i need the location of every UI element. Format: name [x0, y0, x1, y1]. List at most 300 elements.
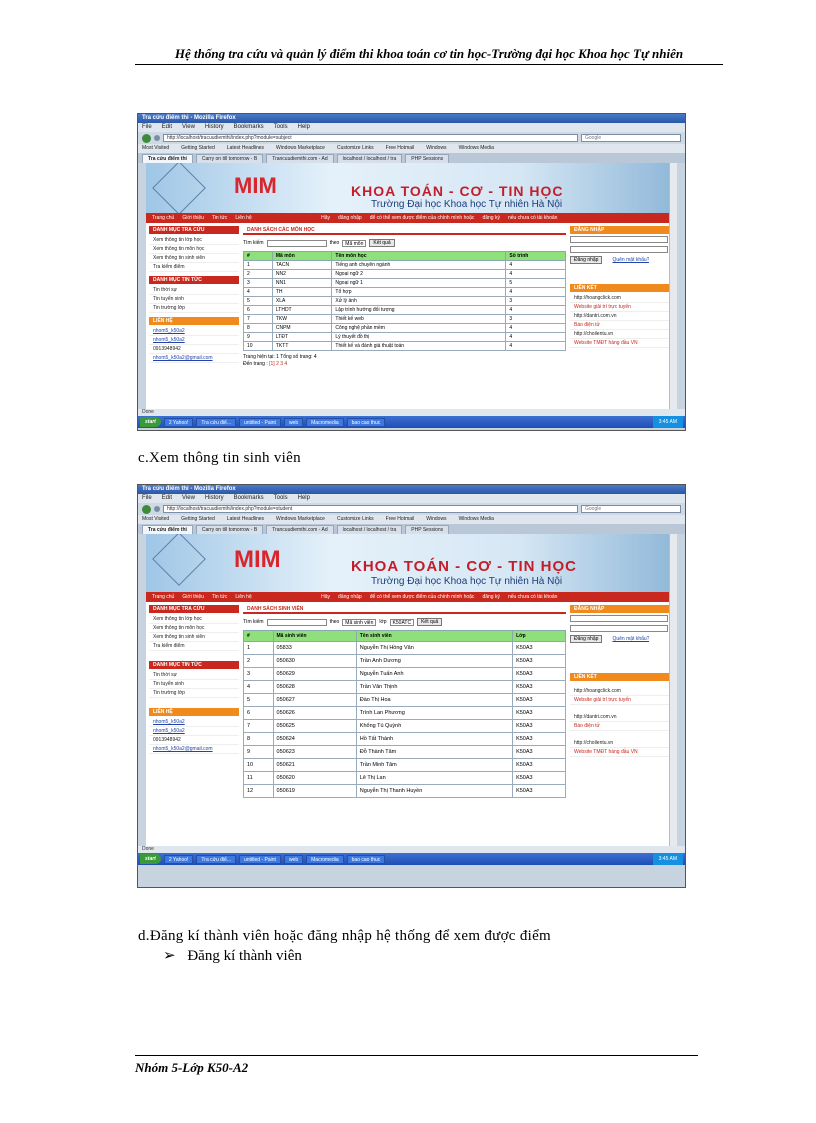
table-cell: K50A3	[513, 694, 566, 707]
link-desc: Báo điện tử	[570, 722, 674, 731]
table-row	[244, 306, 566, 315]
table-cell: 1	[244, 261, 273, 270]
menu-history[interactable]: History	[204, 495, 224, 501]
menu-view[interactable]: View	[182, 495, 195, 501]
box-heading: LIÊN KẾT	[570, 673, 674, 681]
link-url[interactable]: http://hoangclick.com	[570, 687, 674, 696]
by-label: theo	[329, 240, 340, 246]
tab-strip	[138, 524, 685, 534]
table-cell: 8	[244, 733, 274, 746]
search-label: Tìm kiếm	[243, 619, 264, 625]
sidebar-link[interactable]: Tra kiểm điểm	[149, 263, 239, 272]
screenshot-subject-list	[137, 113, 686, 431]
tab-active[interactable]: Tra cứu điểm thi	[142, 525, 193, 534]
site-logo: MIM	[234, 173, 277, 198]
table-row	[244, 279, 566, 288]
contact-link[interactable]: nhom5_k50a2	[149, 336, 239, 345]
nav-toolbar	[138, 503, 685, 515]
table-row	[244, 655, 566, 668]
table-cell: NN2	[272, 270, 332, 279]
nav-login-link[interactable]: đăng nhập	[338, 215, 362, 221]
table-row	[244, 324, 566, 333]
nav-news[interactable]: Tin tức	[211, 215, 228, 221]
bookmark-item[interactable]: Getting Started	[181, 145, 215, 151]
table-cell: 050627	[273, 694, 356, 707]
search-input[interactable]: Google	[581, 134, 681, 142]
table-cell: LTĐT	[272, 333, 332, 342]
password-input[interactable]	[570, 625, 668, 632]
nav-contact[interactable]: Liên hệ	[235, 215, 252, 221]
table-cell: 2	[244, 270, 273, 279]
menu-bar	[138, 494, 685, 503]
taskbar-item[interactable]: bao cao thuc	[347, 855, 386, 864]
table-cell: NN1	[272, 279, 332, 288]
contact-phone: 0913948942	[149, 345, 239, 354]
bullet-item	[163, 946, 302, 965]
column-header: #	[244, 631, 274, 642]
menu-file[interactable]: File	[142, 495, 152, 501]
window-title: Tra cứu điểm thi - Mozilla Firefox	[138, 485, 685, 494]
section-heading: DANH SÁCH CÁC MÔN HỌC	[243, 226, 566, 235]
box-heading: DANH MỤC TIN TỨC	[149, 276, 239, 284]
bookmark-item[interactable]: Getting Started	[181, 516, 215, 522]
tab[interactable]: Carry on till tomorrow - B	[196, 525, 263, 534]
table-cell: 050628	[273, 681, 356, 694]
table-row	[244, 785, 566, 798]
site-nav	[146, 213, 677, 223]
box-heading: LIÊN KẾT	[570, 284, 674, 292]
forward-icon[interactable]	[154, 506, 160, 512]
web-content	[146, 163, 677, 409]
table-cell: 2	[244, 655, 274, 668]
table-row	[244, 261, 566, 270]
table-cell: 5	[506, 279, 566, 288]
taskbar-item[interactable]: web	[284, 418, 303, 427]
sidebar-link[interactable]: Xem thông tin môn học	[149, 245, 239, 254]
table-cell[interactable]: Ngoại ngữ 2	[332, 270, 506, 279]
address-bar[interactable]: http://localhost/tracuudiemthi/index.php?module=subject	[163, 134, 578, 142]
table-cell[interactable]: Đỗ Thành Tâm	[356, 746, 512, 759]
nav-register-link[interactable]: đăng ký	[482, 594, 500, 600]
bookmark-item[interactable]: Latest Headlines	[226, 145, 265, 151]
sidebar-link[interactable]: Xem thông tin lớp học	[149, 615, 239, 624]
login-button[interactable]: Đăng nhập	[570, 635, 602, 643]
menu-edit[interactable]: Edit	[161, 124, 173, 130]
table-cell: 050619	[273, 785, 356, 798]
scrollbar[interactable]	[669, 534, 677, 846]
box-heading: DANH MỤC TRA CỨU	[149, 605, 239, 613]
pager-info: Trang hiện tại: 1 Tổng số trang: 4	[243, 354, 317, 360]
link-desc: Website TMĐT hàng đầu VN	[570, 748, 674, 757]
taskbar-item[interactable]: Macromedia	[306, 855, 344, 864]
box-heading: ĐĂNG NHẬP	[570, 226, 674, 234]
table-cell: XLA	[272, 297, 332, 306]
contact-email[interactable]: nhom5_k50a2@gmail.com	[149, 354, 239, 363]
table-cell: 050629	[273, 668, 356, 681]
tab[interactable]: PHP Sessions	[405, 525, 449, 534]
table-cell[interactable]: Tiếng anh chuyên ngành	[332, 261, 506, 270]
search-input[interactable]: Google	[581, 505, 681, 513]
table-row	[244, 707, 566, 720]
sidebar-link[interactable]: Xem thông tin sinh viên	[149, 254, 239, 263]
nav-home[interactable]: Trang chủ	[152, 215, 175, 221]
table-cell: K50A3	[513, 785, 566, 798]
menu-help[interactable]: Help	[297, 124, 310, 130]
table-cell[interactable]: Lý thuyết đồ thị	[332, 333, 506, 342]
table-cell: 7	[244, 315, 273, 324]
table-cell[interactable]: Lê Thị Lan	[356, 772, 512, 785]
site-banner	[146, 163, 677, 213]
nav-home[interactable]: Trang chủ	[152, 594, 175, 600]
table-row	[244, 694, 566, 707]
table-cell: K50A3	[513, 772, 566, 785]
username-input[interactable]	[570, 236, 668, 243]
menu-bookmarks[interactable]: Bookmarks	[233, 124, 264, 130]
link-desc: Báo điện tử	[570, 321, 674, 330]
table-cell: 4	[506, 324, 566, 333]
table-cell[interactable]: Khổng Tú Quỳnh	[356, 720, 512, 733]
taskbar-clock: 3:45 AM	[653, 416, 683, 428]
table-cell: 7	[244, 720, 274, 733]
table-cell: 9	[244, 746, 274, 759]
nav-notice: nếu chưa có tài khoản	[507, 594, 558, 600]
table-cell[interactable]: Nguyễn Thị Thanh Huyền	[356, 785, 512, 798]
table-cell[interactable]: Công nghệ phần mềm	[332, 324, 506, 333]
table-cell: 050621	[273, 759, 356, 772]
bullet-text: Đăng kí thành viên	[187, 948, 302, 964]
table-cell: 050624	[273, 733, 356, 746]
table-cell: 11	[244, 772, 274, 785]
table-cell: K50A3	[513, 746, 566, 759]
table-cell: 5	[244, 297, 273, 306]
nav-contact[interactable]: Liên hệ	[235, 594, 252, 600]
nav-about[interactable]: Giới thiệu	[182, 215, 204, 221]
menu-tools[interactable]: Tools	[273, 495, 288, 501]
column-header: #	[244, 252, 273, 261]
search-input[interactable]	[267, 619, 327, 626]
table-cell: K50A3	[513, 655, 566, 668]
filter-select[interactable]: Mã môn	[342, 240, 366, 247]
contact-link[interactable]: nhom5_k50a2	[149, 727, 239, 736]
status-bar: Done	[138, 846, 685, 853]
table-cell: 050620	[273, 772, 356, 785]
taskbar-item[interactable]: Macromedia	[306, 418, 344, 427]
table-row	[244, 642, 566, 655]
logo-diamond-icon	[152, 163, 206, 213]
table-row	[244, 733, 566, 746]
column-header: Số trình	[506, 252, 566, 261]
site-logo: MIM	[234, 546, 281, 573]
main-panel	[243, 605, 566, 798]
table-row	[244, 681, 566, 694]
table-cell[interactable]: Thiết kế web	[332, 315, 506, 324]
menu-edit[interactable]: Edit	[161, 495, 173, 501]
menu-file[interactable]: File	[142, 124, 152, 130]
nav-register-link[interactable]: đăng ký	[482, 215, 500, 221]
table-row	[244, 333, 566, 342]
bookmarks-bar	[138, 144, 685, 153]
table-cell[interactable]: Trình Lan Phương	[356, 707, 512, 720]
bookmark-item[interactable]: Windows Media	[458, 145, 494, 151]
sidebar-link[interactable]: Tra kiểm điểm	[149, 642, 239, 651]
sidebar-link[interactable]: Tin trường lớp	[149, 689, 239, 698]
tab[interactable]: Trancuudiemthi.com - Ad	[266, 525, 333, 534]
table-cell[interactable]: Lập trình hướng đối tượng	[332, 306, 506, 315]
address-bar[interactable]: http://localhost/tracuudiemthi/index.php?module=student	[163, 505, 578, 513]
nav-about[interactable]: Giới thiệu	[182, 594, 204, 600]
table-cell[interactable]: Nguyễn Tuấn Anh	[356, 668, 512, 681]
nav-notice: Hãy	[321, 215, 331, 221]
table-cell: 3	[506, 315, 566, 324]
table-cell: 3	[244, 668, 274, 681]
table-cell: LTHDT	[272, 306, 332, 315]
table-cell: 4	[506, 306, 566, 315]
tab-strip	[138, 153, 685, 163]
link-url[interactable]: http://dantri.com.vn	[570, 713, 674, 722]
link-url[interactable]: http://choilentu.vn	[570, 739, 674, 748]
bookmarks-bar	[138, 515, 685, 524]
nav-notice: để có thể xem được điểm của chính mình hoặc	[369, 215, 475, 221]
table-cell: 4	[506, 261, 566, 270]
table-cell[interactable]: Tổ hợp	[332, 288, 506, 297]
table-cell[interactable]: Xử lý ảnh	[332, 297, 506, 306]
search-row	[243, 618, 566, 626]
class-select[interactable]: K50ATC	[390, 619, 415, 626]
forgot-password-link[interactable]: Quên mật khẩu?	[612, 257, 650, 263]
table-cell: 4	[244, 681, 274, 694]
left-sidebar	[149, 605, 239, 798]
bullet-arrow-icon: ➢	[163, 948, 176, 964]
table-cell: K50A3	[513, 733, 566, 746]
table-cell[interactable]: Trần Anh Dương	[356, 655, 512, 668]
logo-diamond-icon	[152, 534, 206, 586]
password-input[interactable]	[570, 246, 668, 253]
table-row	[244, 342, 566, 351]
box-heading: DANH MỤC TIN TỨC	[149, 661, 239, 669]
nav-notice: để có thể xem được điểm của chính mình hoặc	[369, 594, 475, 600]
link-url[interactable]: http://choilentu.vn	[570, 330, 674, 339]
tab[interactable]: localhost / localhost / tra	[337, 525, 403, 534]
table-cell: 8	[244, 324, 273, 333]
taskbar-item[interactable]: 2 Yahoo!	[164, 418, 194, 427]
box-heading: DANH MỤC TRA CỨU	[149, 226, 239, 234]
table-cell[interactable]: Trần Minh Tâm	[356, 759, 512, 772]
taskbar-clock: 3:45 AM	[653, 853, 683, 865]
table-cell[interactable]: Thiết kế và đánh giá thuật toán	[332, 342, 506, 351]
sidebar-link[interactable]: Tin thời sự	[149, 286, 239, 295]
column-header: Tên môn học	[332, 252, 506, 261]
table-cell: 050630	[273, 655, 356, 668]
site-banner	[146, 534, 677, 592]
bookmark-item[interactable]: Windows Marketplace	[276, 516, 325, 522]
subject-table	[243, 251, 566, 351]
site-subtitle: Trường Đại học Khoa học Tự nhiên Hà Nội	[371, 199, 563, 210]
login-button[interactable]: Đăng nhập	[570, 256, 602, 264]
menu-history[interactable]: History	[204, 124, 224, 130]
forward-icon[interactable]	[154, 135, 160, 141]
table-cell: 050626	[273, 707, 356, 720]
student-table	[243, 630, 566, 798]
scrollbar[interactable]	[669, 163, 677, 409]
table-cell[interactable]: Hồ Tất Thành	[356, 733, 512, 746]
bookmark-item[interactable]: Most Visited	[142, 516, 170, 522]
taskbar-item[interactable]: web	[284, 855, 303, 864]
nav-notice: Hãy	[321, 594, 331, 600]
taskbar-item[interactable]: untitled - Paint	[239, 855, 281, 864]
table-cell: 12	[244, 785, 274, 798]
site-title: KHOA TOÁN - CƠ - TIN HỌC	[351, 183, 564, 199]
search-button[interactable]: Kết quả	[417, 618, 442, 626]
table-cell: 10	[244, 342, 273, 351]
bookmark-item[interactable]: Windows Media	[458, 516, 494, 522]
class-label: lớp	[379, 619, 387, 625]
table-cell: 4	[506, 342, 566, 351]
username-input[interactable]	[570, 615, 668, 622]
table-row	[244, 746, 566, 759]
table-row	[244, 720, 566, 733]
back-icon[interactable]	[142, 505, 151, 514]
contact-email[interactable]: nhom5_k50a2@gmail.com	[149, 745, 239, 754]
taskbar	[138, 416, 685, 428]
table-cell: 6	[244, 707, 274, 720]
bookmark-item[interactable]: Most Visited	[142, 145, 170, 151]
caption-c: c.Xem thông tin sinh viên	[138, 450, 301, 466]
bookmark-item[interactable]: Windows	[426, 516, 447, 522]
sidebar-link[interactable]: Tin tuyển sinh	[149, 295, 239, 304]
start-button[interactable]: start	[140, 417, 161, 427]
taskbar-item[interactable]: Tra cứu điể...	[196, 855, 236, 864]
tab-active[interactable]: Tra cứu điểm thi	[142, 154, 193, 163]
pager-pages[interactable]: [1] 2 3 4	[269, 361, 288, 367]
table-row	[244, 759, 566, 772]
bookmark-item[interactable]: Windows	[426, 145, 447, 151]
nav-login-link[interactable]: đăng nhập	[338, 594, 362, 600]
taskbar-item[interactable]: 2 Yahoo!	[164, 855, 194, 864]
taskbar-item[interactable]: untitled - Paint	[239, 418, 281, 427]
tab[interactable]: localhost / localhost / tra	[337, 154, 403, 163]
table-cell[interactable]: Đào Thị Hoa	[356, 694, 512, 707]
site-title: KHOA TOÁN - CƠ - TIN HỌC	[351, 558, 577, 575]
search-button[interactable]: Kết quả	[369, 239, 394, 247]
table-cell: 4	[506, 270, 566, 279]
tab[interactable]: PHP Sessions	[405, 154, 449, 163]
table-cell: 4	[506, 333, 566, 342]
table-row	[244, 772, 566, 785]
table-cell: 9	[244, 333, 273, 342]
start-button[interactable]: start	[140, 854, 161, 864]
table-cell: 6	[244, 306, 273, 315]
bookmark-item[interactable]: Free Hotmail	[385, 145, 415, 151]
nav-notice: nếu chưa có tài khoản	[507, 215, 558, 221]
site-subtitle: Trường Đại học Khoa học Tự nhiên Hà Nội	[371, 576, 563, 587]
page-footer: Nhóm 5-Lớp K50-A2	[135, 1055, 698, 1076]
box-heading: ĐĂNG NHẬP	[570, 605, 674, 613]
back-icon[interactable]	[142, 134, 151, 143]
forgot-password-link[interactable]: Quên mật khẩu?	[612, 636, 650, 642]
site-nav	[146, 592, 677, 602]
sidebar-link[interactable]: Xem thông tin môn học	[149, 624, 239, 633]
contact-link[interactable]: nhom5_k50a2	[149, 718, 239, 727]
link-desc: Website giải trí trực tuyến	[570, 303, 674, 312]
column-header: Mã sinh viên	[273, 631, 356, 642]
menu-tools[interactable]: Tools	[273, 124, 288, 130]
bookmark-item[interactable]: Customize Links	[336, 516, 374, 522]
sidebar-link[interactable]: Xem thông tin lớp học	[149, 236, 239, 245]
left-sidebar	[149, 226, 239, 368]
main-panel	[243, 226, 566, 368]
sidebar-link[interactable]: Tin thời sự	[149, 671, 239, 680]
contact-phone: 0913948942	[149, 736, 239, 745]
sidebar-link[interactable]: Xem thông tin sinh viên	[149, 633, 239, 642]
sidebar-link[interactable]: Tin tuyển sinh	[149, 680, 239, 689]
table-cell: K50A3	[513, 707, 566, 720]
table-cell[interactable]: Trần Văn Thịnh	[356, 681, 512, 694]
web-content	[146, 534, 677, 846]
right-sidebar	[570, 605, 674, 798]
tab[interactable]: Trancuudiemthi.com - Ad	[266, 154, 333, 163]
table-row	[244, 668, 566, 681]
tab[interactable]: Carry on till tomorrow - B	[196, 154, 263, 163]
table-row	[244, 297, 566, 306]
table-cell: TKTT	[272, 342, 332, 351]
bookmark-item[interactable]: Free Hotmail	[385, 516, 415, 522]
table-cell[interactable]: Ngoại ngữ 1	[332, 279, 506, 288]
filter-select[interactable]: Mã sinh viên	[342, 619, 376, 626]
table-cell: TKW	[272, 315, 332, 324]
bookmark-item[interactable]: Latest Headlines	[226, 516, 265, 522]
table-cell: K50A3	[513, 720, 566, 733]
box-heading: LIÊN HỆ	[149, 317, 239, 325]
table-cell: K50A3	[513, 668, 566, 681]
table-row	[244, 270, 566, 279]
table-cell[interactable]: Nguyễn Thị Hồng Vân	[356, 642, 512, 655]
sidebar-link[interactable]: Tin trường lớp	[149, 304, 239, 313]
link-url[interactable]: http://hoangclick.com	[570, 294, 674, 303]
search-input[interactable]	[267, 240, 327, 247]
taskbar-item[interactable]: Tra cứu điể...	[196, 418, 236, 427]
search-row	[243, 239, 566, 247]
column-header: Mã môn	[272, 252, 332, 261]
column-header: Tên sinh viên	[356, 631, 512, 642]
pager-label: Đến trang :	[243, 361, 268, 367]
table-cell: 050623	[273, 746, 356, 759]
table-cell: TACN	[272, 261, 332, 270]
window-title: Tra cứu điểm thi - Mozilla Firefox	[138, 114, 685, 123]
menu-view[interactable]: View	[182, 124, 195, 130]
screenshot-student-list	[137, 484, 686, 888]
table-cell: 050625	[273, 720, 356, 733]
table-cell: TH	[272, 288, 332, 297]
nav-news[interactable]: Tin tức	[211, 594, 228, 600]
table-cell: K50A3	[513, 681, 566, 694]
menu-bookmarks[interactable]: Bookmarks	[233, 495, 264, 501]
table-cell: 3	[506, 297, 566, 306]
menu-help[interactable]: Help	[297, 495, 310, 501]
taskbar-item[interactable]: bao cao thuc	[347, 418, 386, 427]
bookmark-item[interactable]: Windows Marketplace	[276, 145, 325, 151]
link-desc: Website giải trí trực tuyến	[570, 696, 674, 705]
taskbar	[138, 853, 685, 865]
pager	[243, 354, 566, 368]
table-cell: 4	[244, 288, 273, 297]
table-cell: CNPM	[272, 324, 332, 333]
box-heading: LIÊN HỆ	[149, 708, 239, 716]
table-row	[244, 315, 566, 324]
contact-link[interactable]: nhom5_k50a2	[149, 327, 239, 336]
link-url[interactable]: http://dantri.com.vn	[570, 312, 674, 321]
table-cell: 05833	[273, 642, 356, 655]
bookmark-item[interactable]: Customize Links	[336, 145, 374, 151]
